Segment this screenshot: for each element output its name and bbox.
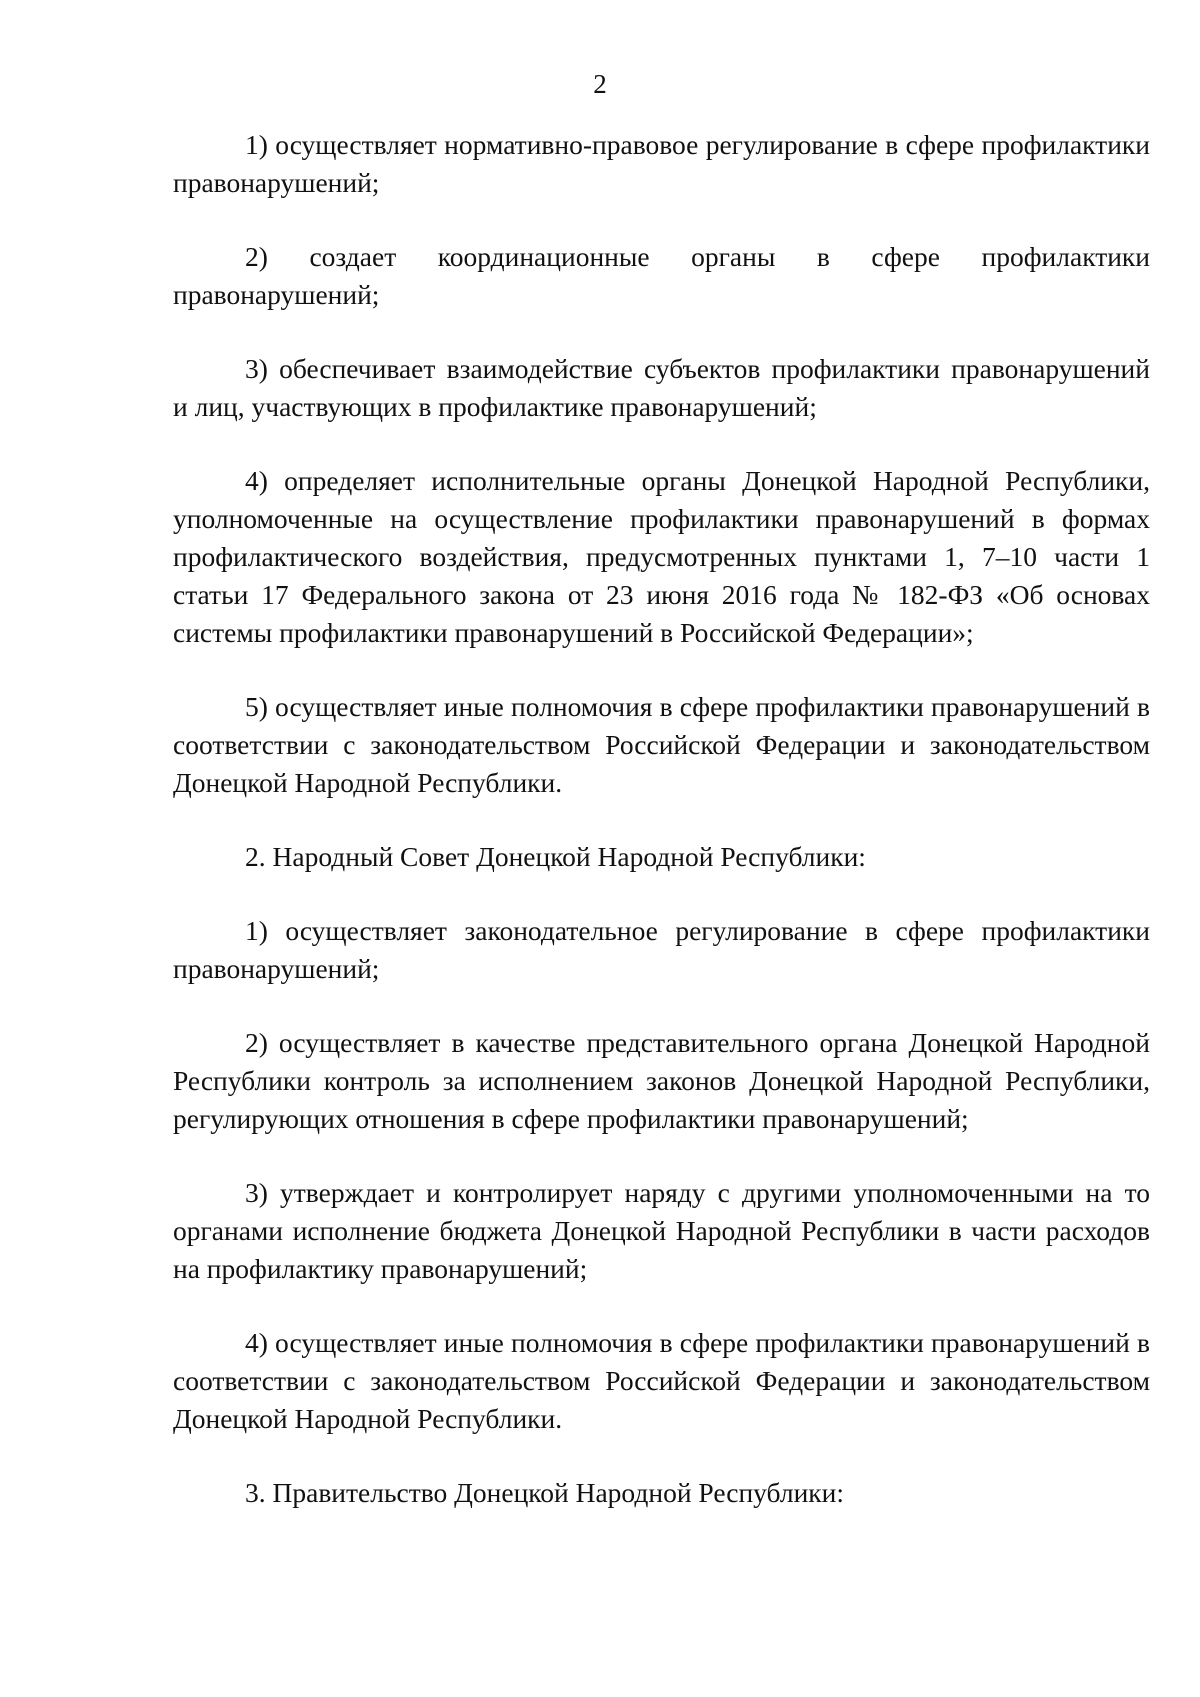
paragraph-2-4: 4) осуществляет иные полномочия в сфере профилактики правонарушений в соответствии с законодательством Российской Федерации и законодательством Донецкой Народной Республики. xyxy=(173,1327,1150,1434)
page-number: 2 xyxy=(593,69,607,99)
paragraph-2-2: 2) осуществляет в качестве представительного органа Донецкой Народной Республики контроль за исполнением законов Донецкой Народной Республики, регулирующих отношения в сфере профилактики правонарушений; xyxy=(173,1027,1150,1134)
paragraph-1-5: 5) осуществляет иные полномочия в сфере профилактики правонарушений в соответствии с законодательством Российской Федерации и законодательством Донецкой Народной Республики. xyxy=(173,691,1150,798)
document-body xyxy=(173,126,1150,1548)
section-2-heading: 2. Народный Совет Донецкой Народной Республики: xyxy=(245,841,866,872)
paragraph-1-4: 4) определяет исполнительные органы Донецкой Народной Республики, уполномоченные на осуществление профилактики правонарушений в формах профилактического воздействия, предусмотренных пунктами 1, 7–10 части 1 статьи 17 Федерального закона от 23 июня 2016 года № 182-ФЗ «Об основах системы профилактики правонарушений в Российской Федерации»; xyxy=(173,465,1150,648)
paragraph-2-1: 1) осуществляет законодательное регулирование в сфере профилактики правонарушений; xyxy=(173,915,1150,984)
paragraph-1-2: 2) создает координационные органы в сфере профилактики правонарушений; xyxy=(173,241,1150,310)
paragraph-2-3: 3) утверждает и контролирует наряду с другими уполномоченными на то органами исполнение бюджета Донецкой Народной Республики в части расходов на профилактику правонарушений; xyxy=(173,1177,1150,1284)
paragraph-1-1: 1) осуществляет нормативно-правовое регулирование в сфере профилактики правонарушений; xyxy=(173,129,1150,198)
paragraph-1-3: 3) обеспечивает взаимодействие субъектов профилактики правонарушений и лиц, участвующих в профилактике правонарушений; xyxy=(173,353,1150,422)
section-3-heading: 3. Правительство Донецкой Народной Республики: xyxy=(245,1477,845,1508)
